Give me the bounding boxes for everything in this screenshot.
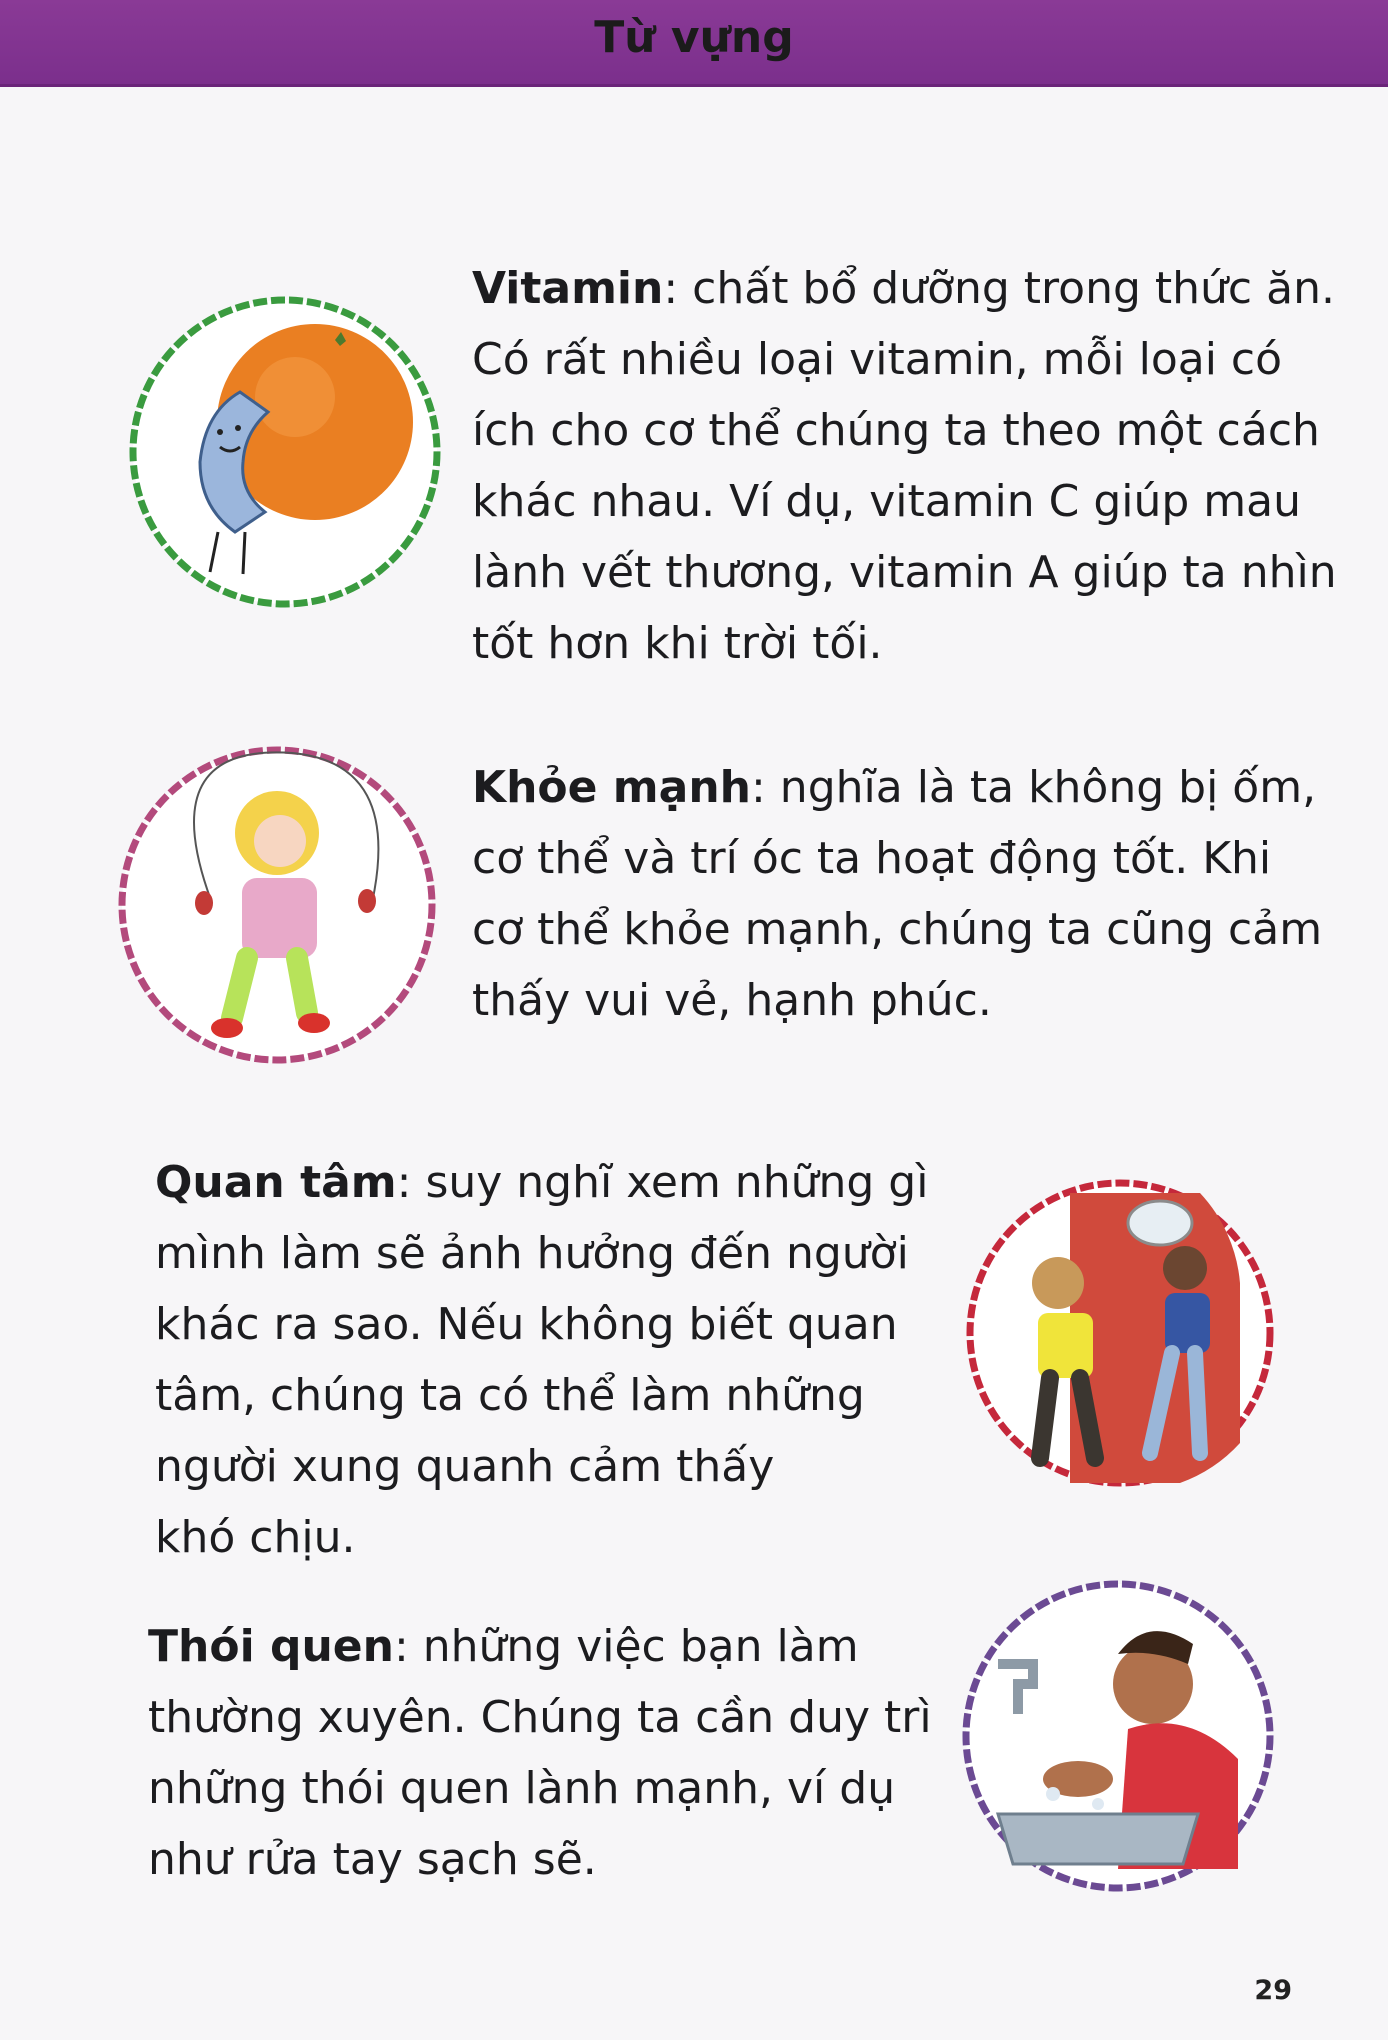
entry-line: ích cho cơ thể chúng ta theo một cách <box>472 405 1320 456</box>
children-door-icon <box>960 1163 1280 1503</box>
entry-term: Quan tâm <box>155 1157 397 1208</box>
vitamin-illustration <box>120 282 450 626</box>
entry-line <box>155 1147 928 1218</box>
entry-line: tâm, chúng ta có thể làm những <box>155 1370 865 1421</box>
entry-line: lành vết thương, vitamin A giúp ta nhìn <box>472 547 1337 598</box>
jump-rope-girl-icon <box>112 733 442 1078</box>
entry-line <box>148 1611 932 1682</box>
entry-line: cơ thể và trí óc ta hoạt động tốt. Khi <box>472 833 1272 884</box>
entry-line: khác ra sao. Nếu không biết quan <box>155 1299 898 1350</box>
entry-line: người xung quanh cảm thấy <box>155 1441 775 1492</box>
entry-line: cơ thể khỏe mạnh, chúng ta cũng cảm <box>472 904 1323 955</box>
entry-line-text: : những việc bạn làm <box>393 1621 859 1672</box>
entry-line: khó chịu. <box>155 1512 356 1563</box>
entry-line: như rửa tay sạch sẽ. <box>148 1834 597 1885</box>
habit-illustration <box>958 1564 1278 1913</box>
entry-term: Thói quen <box>148 1621 394 1672</box>
header-bar <box>0 0 1388 87</box>
page-number: 29 <box>1254 1975 1292 2006</box>
entry-line: thấy vui vẻ, hạnh phúc. <box>472 975 992 1026</box>
entry-line: thường xuyên. Chúng ta cần duy trì <box>148 1692 932 1743</box>
entry-line-text: : chất bổ dưỡng trong thức ăn. <box>663 263 1335 314</box>
entry-line: khác nhau. Ví dụ, vitamin C giúp mau <box>472 476 1302 527</box>
entry-term: Khỏe mạnh <box>472 762 751 813</box>
healthy-illustration <box>112 733 442 1082</box>
entry-line: mình làm sẽ ảnh hưởng đến người <box>155 1228 909 1279</box>
entry-quan-tam <box>155 1147 928 1573</box>
entry-line: Có rất nhiều loại vitamin, mỗi loại có <box>472 334 1283 385</box>
vitamin-orange-icon <box>120 282 450 622</box>
entry-line <box>472 752 1322 823</box>
entry-thoi-quen <box>148 1611 932 1895</box>
entry-line <box>472 253 1337 324</box>
page-title: Từ vựng <box>594 12 794 63</box>
entry-line-text: : nghĩa là ta không bị ốm, <box>751 762 1317 813</box>
handwashing-boy-icon <box>958 1564 1278 1909</box>
entry-line-text: : suy nghĩ xem những gì <box>396 1157 929 1208</box>
entry-line: những thói quen lành mạnh, ví dụ <box>148 1763 896 1814</box>
caring-illustration <box>960 1163 1280 1507</box>
entry-vitamin <box>472 253 1337 679</box>
entry-khoe-manh <box>472 752 1322 1036</box>
entry-line: tốt hơn khi trời tối. <box>472 618 883 669</box>
entry-term: Vitamin <box>472 263 664 314</box>
